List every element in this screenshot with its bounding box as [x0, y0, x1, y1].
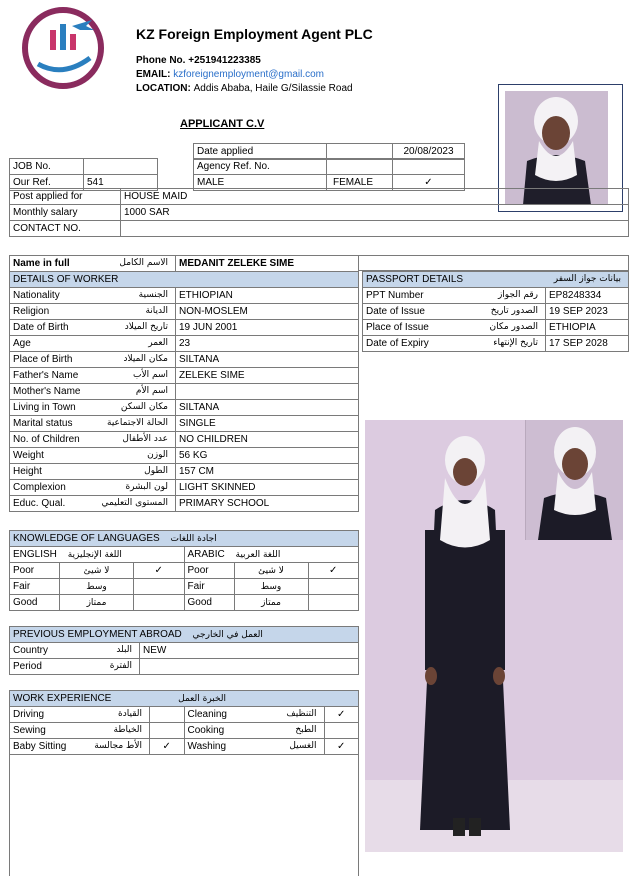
phone-value: +251941223385 — [188, 55, 261, 66]
worker-row — [10, 416, 359, 432]
experience-skill-check: ✓ — [324, 707, 359, 723]
experience-skill-check — [150, 723, 185, 739]
company-email — [136, 69, 324, 80]
worker-row — [10, 384, 359, 400]
experience-skill-check: ✓ — [150, 739, 185, 755]
arabic-level-label: Good — [184, 595, 234, 611]
worker-row-value — [176, 384, 359, 400]
experience-skill-label: Driving — [13, 709, 45, 720]
our-ref-label: Our Ref. — [10, 175, 84, 191]
name-label-ar: الاسم الكامل — [119, 258, 168, 268]
period-label: Period — [13, 661, 42, 672]
previous-header-ar: العمل في الخارجي — [192, 630, 263, 640]
worker-row-label-ar: الديانة — [145, 306, 168, 316]
cv-title: APPLICANT C.V — [180, 118, 265, 130]
english-level-label: Poor — [10, 563, 60, 579]
worker-row — [10, 464, 359, 480]
worker-row-value: SILTANA — [176, 352, 359, 368]
worker-row-label-ar: الطول — [144, 466, 168, 476]
experience-skill-check — [324, 723, 359, 739]
english-level-label: Fair — [10, 579, 60, 595]
worker-row-label: Date of Birth — [13, 322, 69, 333]
worker-row-label: Age — [13, 338, 31, 349]
worker-row-value: NO CHILDREN — [176, 432, 359, 448]
passport-row-label: PPT Number — [366, 290, 424, 301]
worker-row-value: ETHIOPIAN — [176, 288, 359, 304]
passport-row-value: 17 SEP 2028 — [546, 336, 629, 352]
worker-row-label: Height — [13, 466, 42, 477]
passport-header: PASSPORT DETAILS — [366, 274, 464, 285]
arabic-level-check — [308, 579, 359, 595]
worker-row-label: Place of Birth — [13, 354, 73, 365]
experience-skill-label-ar: التنظيف — [286, 709, 317, 719]
country-label: Country — [13, 645, 49, 656]
company-location — [136, 83, 353, 94]
english-level-check: ✓ — [134, 563, 185, 579]
worker-row-label-ar: اسم الأم — [135, 386, 168, 396]
arabic-label: ARABIC — [187, 549, 225, 560]
arabic-level-label-ar: لا شيئ — [234, 563, 308, 579]
inset-portrait-photo — [525, 420, 623, 540]
female-check: ✓ — [393, 175, 465, 191]
worker-row-label: Nationality — [13, 290, 60, 301]
languages-header: KNOWLEDGE OF LANGUAGES — [13, 533, 160, 544]
experience-skill-label-ar: الطبخ — [295, 725, 317, 735]
worker-row-label-ar: الحالة الاجتماعية — [107, 418, 168, 428]
arabic-level-check: ✓ — [308, 563, 359, 579]
worker-row-label: Educ. Qual. — [13, 498, 66, 509]
worker-row-label-ar: تاريخ الميلاد — [124, 322, 168, 332]
worker-row-value: 19 JUN 2001 — [176, 320, 359, 336]
experience-skill-check: ✓ — [324, 739, 359, 755]
passport-row-label: Date of Expiry — [366, 338, 429, 349]
passport-row-label-ar: تاريخ الإنتهاء — [493, 338, 538, 348]
worker-row — [10, 336, 359, 352]
english-level-label-ar: لا شيئ — [60, 563, 134, 579]
worker-row-value: SILTANA — [176, 400, 359, 416]
experience-row — [10, 723, 359, 739]
phone-label: Phone No. — [136, 55, 186, 66]
worker-row-label: Religion — [13, 306, 50, 317]
period-value — [140, 659, 359, 675]
company-logo — [20, 6, 106, 90]
experience-skill-label: Cooking — [187, 725, 225, 736]
experience-header: WORK EXPERIENCE — [13, 693, 112, 704]
contact-label: CONTACT NO. — [10, 221, 121, 237]
experience-skill-label: Cleaning — [187, 709, 227, 720]
language-level-row — [10, 595, 359, 611]
passport-row — [363, 288, 629, 304]
location-value: Addis Ababa, Haile G/Silassie Road — [193, 83, 353, 94]
worker-row-label-ar: عدد الأطفال — [122, 434, 168, 444]
worker-row-label: Father's Name — [13, 370, 79, 381]
location-label: LOCATION: — [136, 83, 191, 94]
worker-row-label-ar: الوزن — [147, 450, 168, 460]
experience-skill-label-ar: القيادة — [118, 709, 142, 719]
worker-row-label-ar: العمر — [148, 338, 168, 348]
experience-row — [10, 707, 359, 723]
passport-table — [362, 271, 629, 352]
female-label: FEMALE — [333, 177, 374, 188]
worker-row-value: 157 CM — [176, 464, 359, 480]
work-experience-table — [9, 690, 359, 876]
company-name: KZ Foreign Employment Agent PLC — [136, 26, 373, 42]
worker-row — [10, 432, 359, 448]
worker-row-label: Mother's Name — [13, 386, 81, 397]
arabic-level-label: Poor — [184, 563, 234, 579]
experience-skill-label: Sewing — [13, 725, 46, 736]
post-value: HOUSE MAID — [121, 189, 629, 205]
passport-row-value: ETHIOPIA — [546, 320, 629, 336]
arabic-level-check — [308, 595, 359, 611]
passport-row-label-ar: الصدور تاريخ — [490, 306, 538, 316]
arabic-level-label-ar: وسط — [234, 579, 308, 595]
agency-ref-label: Agency Ref. No. — [194, 159, 327, 175]
worker-row-label: Weight — [13, 450, 44, 461]
salary-label: Monthly salary — [10, 205, 121, 221]
previous-header: PREVIOUS EMPLOYMENT ABROAD — [13, 629, 182, 640]
worker-row-label: No. of Children — [13, 434, 80, 445]
languages-header-ar: اجادة اللغات — [170, 534, 217, 544]
experience-skill-label: Washing — [187, 741, 227, 752]
name-table — [9, 255, 359, 272]
worker-row — [10, 480, 359, 496]
worker-row-label-ar: الجنسية — [138, 290, 168, 300]
english-level-check — [134, 595, 185, 611]
male-label: MALE — [194, 175, 327, 191]
worker-row-label-ar: اسم الأب — [133, 370, 168, 380]
worker-row — [10, 352, 359, 368]
experience-skill-check — [150, 707, 185, 723]
worker-row-label-ar: لون البشرة — [125, 482, 168, 492]
arabic-label-ar: اللغة العربية — [235, 550, 281, 560]
company-phone — [136, 55, 261, 66]
contact-value — [121, 221, 629, 237]
languages-table — [9, 530, 359, 611]
passport-row-label: Place of Issue — [366, 322, 429, 333]
passport-row-value: 19 SEP 2023 — [546, 304, 629, 320]
arabic-level-label-ar: ممتاز — [234, 595, 308, 611]
english-level-check — [134, 579, 185, 595]
worker-row-value: LIGHT SKINNED — [176, 480, 359, 496]
language-level-row — [10, 579, 359, 595]
passport-row — [363, 304, 629, 320]
worker-row-label: Living in Town — [13, 402, 76, 413]
worker-row — [10, 304, 359, 320]
english-label-ar: اللغة الإنجليزية — [67, 550, 122, 560]
worker-row-label: Marital status — [13, 418, 73, 429]
post-label: Post applied for — [10, 189, 121, 205]
worker-details-table — [9, 271, 359, 512]
post-table — [9, 188, 629, 237]
english-level-label: Good — [10, 595, 60, 611]
experience-skill-label: Baby Sitting — [13, 741, 67, 752]
worker-row — [10, 288, 359, 304]
name-value: MEDANIT ZELEKE SIME — [176, 256, 359, 272]
english-level-label-ar: وسط — [60, 579, 134, 595]
name-row-line — [359, 255, 629, 271]
experience-skill-label-ar: الأط مجالسة — [94, 741, 142, 751]
our-ref-value: 541 — [84, 175, 158, 191]
email-label: EMAIL: — [136, 69, 171, 80]
worker-row-value: NON-MOSLEM — [176, 304, 359, 320]
worker-row — [10, 320, 359, 336]
job-no-value — [84, 159, 158, 175]
full-body-photo — [365, 420, 623, 852]
worker-row — [10, 368, 359, 384]
email-link[interactable]: kzforeignemployment@gmail.com — [173, 69, 324, 80]
english-level-label-ar: ممتاز — [60, 595, 134, 611]
english-label: ENGLISH — [13, 549, 57, 560]
language-level-row — [10, 563, 359, 579]
country-value: NEW — [140, 643, 359, 659]
worker-row-label-ar: مكان السكن — [120, 402, 168, 412]
worker-header: DETAILS OF WORKER — [10, 272, 359, 288]
passport-row-label-ar: الصدور مكان — [489, 322, 538, 332]
passport-row-label: Date of Issue — [366, 306, 425, 317]
salary-value: 1000 SAR — [121, 205, 629, 221]
passport-row-label-ar: رقم الجواز — [497, 290, 538, 300]
date-applied-value: 20/08/2023 — [393, 144, 465, 160]
worker-row-value: PRIMARY SCHOOL — [176, 496, 359, 512]
experience-row — [10, 739, 359, 755]
passport-row — [363, 320, 629, 336]
job-no-label: JOB No. — [10, 159, 84, 175]
passport-row-value: EP8248334 — [546, 288, 629, 304]
experience-header-ar: الخبرة العمل — [178, 694, 227, 704]
previous-employment-table — [9, 626, 359, 675]
worker-row-label-ar: مكان الميلاد — [123, 354, 168, 364]
passport-header-ar: بيانات جواز السفر — [553, 274, 621, 284]
experience-skill-label-ar: الخياطة — [113, 725, 142, 735]
arabic-level-label: Fair — [184, 579, 234, 595]
experience-skill-label-ar: الغسيل — [289, 741, 317, 751]
name-label: Name in full — [13, 258, 70, 269]
period-label-ar: الفترة — [109, 661, 132, 671]
logo-emblem — [20, 6, 106, 90]
worker-row — [10, 496, 359, 512]
date-applied-label: Date applied — [194, 144, 327, 160]
worker-row-value: 56 KG — [176, 448, 359, 464]
worker-row-label-ar: المستوى التعليمي — [101, 498, 168, 508]
country-label-ar: البلد — [116, 645, 132, 655]
worker-row — [10, 448, 359, 464]
worker-row-label: Complexion — [13, 482, 66, 493]
worker-row-value: SINGLE — [176, 416, 359, 432]
worker-row-value: 23 — [176, 336, 359, 352]
reference-table — [9, 158, 465, 191]
worker-row — [10, 400, 359, 416]
worker-row-value: ZELEKE SIME — [176, 368, 359, 384]
passport-row — [363, 336, 629, 352]
